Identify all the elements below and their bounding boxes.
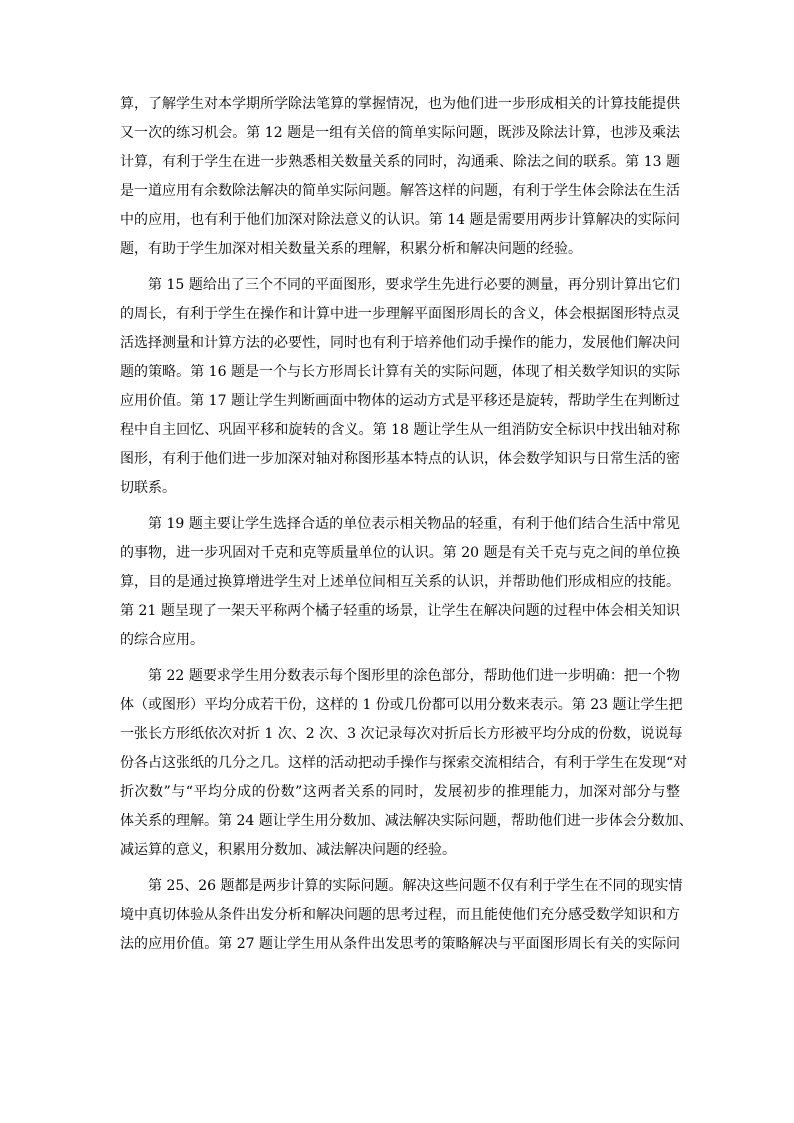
- paragraph: [120, 90, 680, 264]
- text-line: 题，有助于学生加深对相关数量关系的理解，积累分析和解决问题的经验。: [120, 241, 582, 257]
- text-line: 第 22 题要求学生用分数表示每个图形里的涂色部分，帮助他们进一步明确：把一个物: [148, 668, 680, 684]
- text-line: 算，目的是通过换算增进学生对上述单位间相互关系的认识，并帮助他们形成相应的技能。: [120, 574, 680, 590]
- paragraph-gap: [120, 503, 680, 510]
- text-line: 图形，有利于他们进一步加深对轴对称图形基本特点的认识，体会数学知识与日常生活的密: [120, 451, 680, 467]
- text-line: 活选择测量和计算方法的必要性，同时也有利于培养他们动手操作的能力，发展他们解决问: [120, 335, 680, 351]
- text-line: 第 19 题主要让学生选择合适的单位表示相关物品的轻重，有利于他们结合生活中常见: [148, 516, 680, 532]
- text-line: 中的应用，也有利于他们加深对除法意义的认识。第 14 题是需要用两步计算解决的实际问: [120, 212, 680, 228]
- text-line: 算，了解学生对本学期所学除法笔算的掌握情况，也为他们进一步形成相关的计算技能提供: [120, 96, 680, 112]
- text-line: 体关系的理解。第 24 题让学生用分数加、减法解决实际问题，帮助他们进一步体会分数加、: [120, 813, 693, 829]
- text-line: 第 21 题呈现了一架天平称两个橘子轻重的场景，让学生在解决问题的过程中体会相关知识: [120, 603, 680, 619]
- text-line: 第 15 题给出了三个不同的平面图形，要求学生先进行必要的测量，再分别计算出它们: [148, 277, 680, 293]
- paragraph: [120, 662, 693, 865]
- text-line: 切联系。: [120, 480, 176, 496]
- text-line: 法的应用价值。第 27 题让学生用从条件出发思考的策略解决与平面图形周长有关的实际问: [120, 936, 680, 952]
- text-line: 的事物，进一步巩固对千克和克等质量单位的认识。第 20 题是有关千克与克之间的单位换: [120, 545, 680, 561]
- paragraph-gap: [120, 655, 680, 662]
- text-line: 体（或图形）平均分成若干份，这样的 1 份或几份都可以用分数来表示。第 23 题让学生把: [120, 697, 683, 713]
- text-line: 是一道应用有余数除法解决的简单实际问题。解答这样的问题，有利于学生体会除法在生活: [120, 183, 680, 199]
- document-body: [120, 90, 693, 959]
- text-line: 程中自主回忆、巩固平移和旋转的含义。第 18 题让学生从一组消防安全标识中找出轴对称: [120, 422, 680, 438]
- text-line: 题的策略。第 16 题是一个与长方形周长计算有关的实际问题，体现了相关数学知识的实际: [120, 364, 680, 380]
- paragraph: [120, 872, 683, 959]
- text-line: 应用价值。第 17 题让学生判断画面中物体的运动方式是平移还是旋转，帮助学生在判断过: [120, 393, 680, 409]
- paragraph-gap: [120, 865, 680, 872]
- text-line: 减运算的意义，积累用分数加、减法解决问题的经验。: [120, 842, 456, 858]
- text-line: 一张长方形纸依次对折 1 次、2 次、3 次记录每次对折后长方形被平均分成的份数，说说每: [120, 726, 683, 742]
- text-line: 份各占这张纸的几分之几。这样的活动把动手操作与探索交流相结合，有利于学生在发现“对: [120, 755, 688, 771]
- text-line: 计算，有利于学生在进一步熟悉相关数量关系的同时，沟通乘、除法之间的联系。第 13 题: [120, 154, 680, 170]
- paragraph-gap: [120, 264, 680, 271]
- paragraph: [120, 510, 680, 655]
- text-line: 第 25、26 题都是两步计算的实际问题。解决这些问题不仅有利于学生在不同的现实情: [148, 878, 683, 894]
- paragraph: [120, 271, 680, 503]
- text-line: 折次数”与“平均分成的份数”这两者关系的同时，发展初步的推理能力，加深对部分与整: [120, 784, 680, 800]
- text-line: 境中真切体验从条件出发分析和解决问题的思考过程，而且能使他们充分感受数学知识和方: [120, 907, 680, 923]
- text-line: 的综合应用。: [120, 632, 204, 648]
- text-line: 的周长，有利于学生在操作和计算中进一步理解平面图形周长的含义，体会根据图形特点灵: [120, 306, 680, 322]
- text-line: 又一次的练习机会。第 12 题是一组有关倍的简单实际问题，既涉及除法计算，也涉及乘法: [120, 125, 680, 141]
